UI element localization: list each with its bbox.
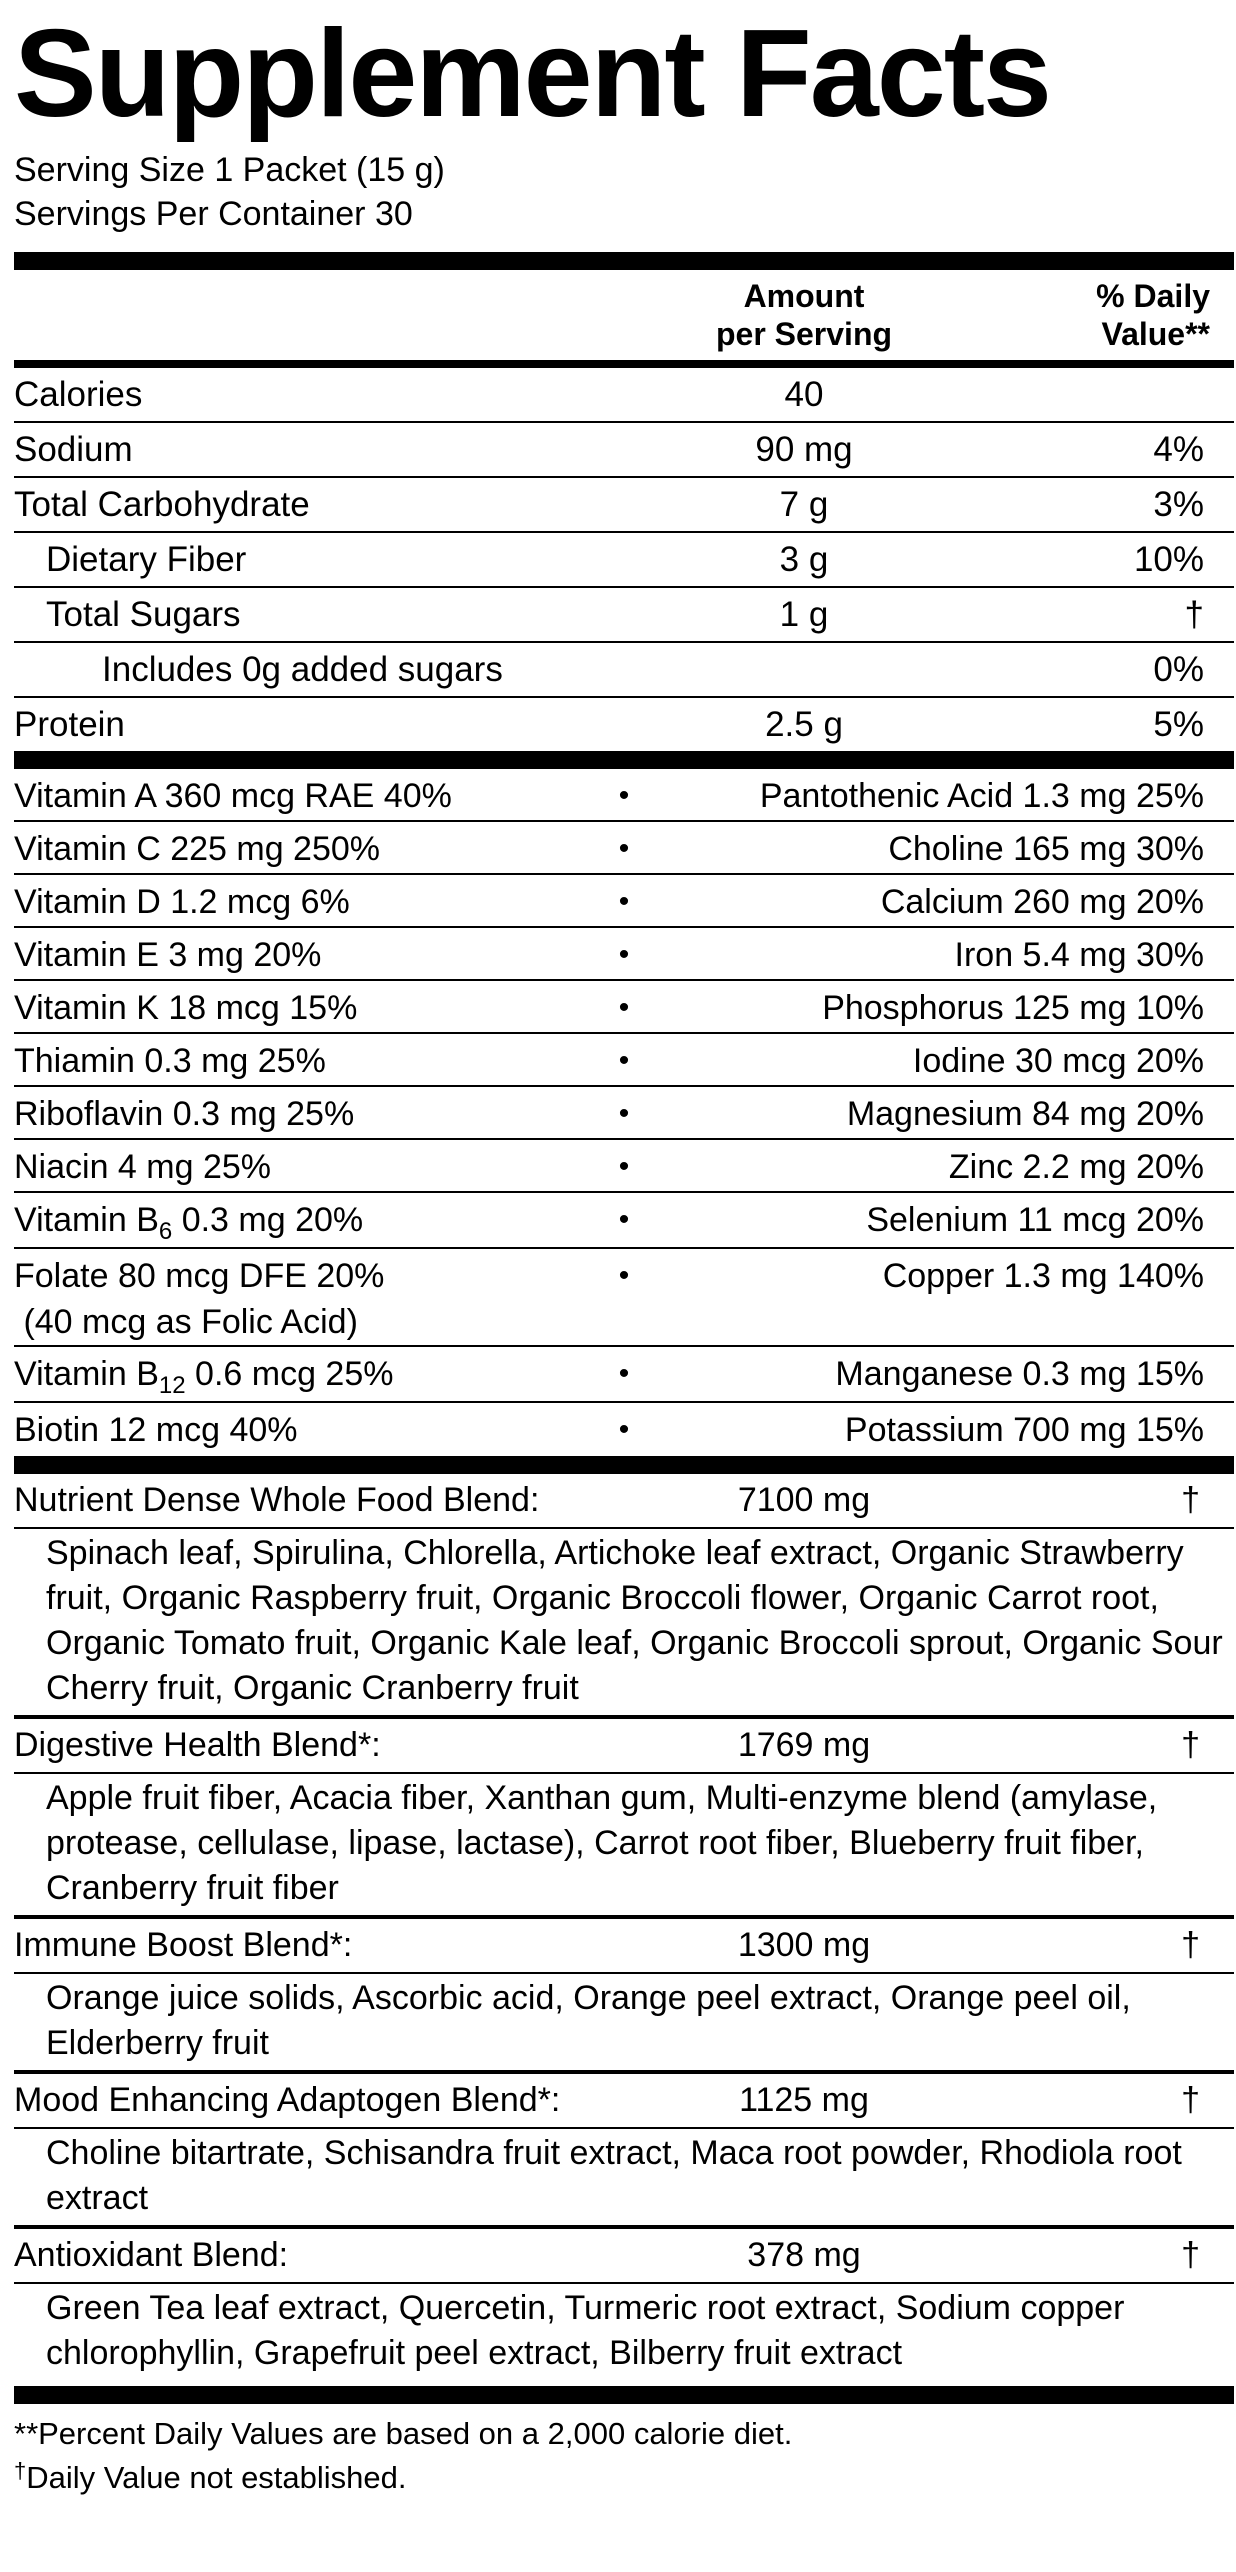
blend-section (14, 1474, 1234, 2380)
vitamin-right: Choline 165 mg 30% (888, 830, 1204, 868)
blend-dv: † (1181, 1481, 1200, 1520)
vitamin-right: Phosphorus 125 mg 10% (822, 989, 1204, 1027)
folate-line2: (40 mcg as Folic Acid) (14, 1303, 358, 1341)
vitamin-right: Iodine 30 mcg 20% (912, 1042, 1204, 1080)
vitamin-right: Pantothenic Acid 1.3 mg 25% (759, 777, 1204, 815)
nutrient-name: Dietary Fiber (46, 539, 247, 579)
vitamin-right: Manganese 0.3 mg 15% (835, 1355, 1204, 1393)
dv-header-line1: % Daily (1096, 278, 1210, 314)
daily-value-header (954, 277, 1214, 353)
vitamin-right: Zinc 2.2 mg 20% (948, 1148, 1204, 1186)
blend-name: Immune Boost Blend*: (14, 1926, 353, 1965)
blend-dv: † (1181, 1926, 1200, 1965)
bullet-separator: • (618, 1203, 630, 1236)
blend-ingredients: Choline bitartrate, Schisandra fruit extract, Maca root powder, Rhodiola root extract (46, 2134, 1182, 2217)
vitamin-row (14, 1347, 1234, 1403)
nutrient-row-sodium (14, 423, 1234, 478)
vitamin-left: Niacin 4 mg 25% (14, 1148, 272, 1186)
vitamin-left (14, 1197, 574, 1247)
nutrient-table (14, 368, 1234, 751)
nutrient-dv: 3% (1153, 484, 1204, 524)
divider-thick (14, 751, 1234, 769)
nutrient-dv: 10% (1133, 539, 1204, 579)
nutrient-amount: 1 g (779, 594, 829, 634)
footnote-daily-values: **Percent Daily Values are based on a 2,000 calorie diet. (14, 2416, 793, 2451)
vitamin-row (14, 928, 1234, 981)
footnote-not-established (14, 2456, 1234, 2503)
supplement-facts-label (14, 5, 1234, 2503)
folate-line1: Folate 80 mcg DFE 20% (14, 1257, 385, 1295)
blend-mood-enhancing (14, 2074, 1234, 2225)
bullet-separator: • (618, 1150, 630, 1183)
vitamin-b12-name: Vitamin B (14, 1355, 159, 1393)
label-title: Supplement Facts (14, 5, 1050, 143)
serving-size: Serving Size 1 Packet (15 g) (14, 151, 445, 189)
bullet-separator: • (618, 832, 630, 865)
column-header-row (14, 270, 1234, 360)
blend-immune-boost (14, 1919, 1234, 2070)
vitamin-b6-amount: 0.3 mg 20% (172, 1201, 364, 1239)
vitamin-left: Biotin 12 mcg 40% (14, 1411, 298, 1449)
nutrient-amount: 3 g (779, 539, 829, 579)
nutrient-row-total-carbohydrate (14, 478, 1234, 533)
vitamin-row (14, 769, 1234, 822)
vitamin-right: Magnesium 84 mg 20% (846, 1095, 1204, 1133)
blend-ingredients: Apple fruit fiber, Acacia fiber, Xanthan gum, Multi-enzyme blend (amylase, protease, cellulase, lipase, lactase), Carrot root fiber, Blueberry fruit fiber, Cranberry fruit fiber (46, 1779, 1158, 1907)
nutrient-dv: 4% (1153, 429, 1204, 469)
footnote-not-established-text: Daily Value not established. (26, 2460, 407, 2495)
vitamin-right: Potassium 700 mg 15% (844, 1411, 1204, 1449)
nutrient-row-dietary-fiber (14, 533, 1234, 588)
bullet-separator: • (618, 1097, 630, 1130)
blend-header (14, 2229, 1234, 2284)
vitamin-left: Riboflavin 0.3 mg 25% (14, 1095, 355, 1133)
bullet-separator: • (618, 938, 630, 971)
blend-ingredients: Orange juice solids, Ascorbic acid, Orange peel extract, Orange peel oil, Elderberry fruit (46, 1979, 1131, 2062)
amount-per-serving-header (654, 277, 954, 353)
blend-amount: 1300 mg (737, 1926, 871, 1965)
nutrient-dv: † (1184, 594, 1204, 634)
vitamin-right: Selenium 11 mcg 20% (866, 1201, 1204, 1239)
amount-header-line1: Amount (743, 278, 865, 314)
vitamin-right: Copper 1.3 mg 140% (882, 1257, 1204, 1295)
nutrient-row-calories (14, 368, 1234, 423)
blend-antioxidant (14, 2229, 1234, 2380)
blend-header (14, 1719, 1234, 1774)
vitamin-row (14, 875, 1234, 928)
blend-header (14, 2074, 1234, 2129)
vitamin-row (14, 1087, 1234, 1140)
nutrient-row-total-sugars (14, 588, 1234, 643)
vitamin-row (14, 1034, 1234, 1087)
vitamin-b12-subscript: 12 (158, 1372, 186, 1399)
nutrient-row-protein (14, 698, 1234, 751)
vitamin-left (14, 1351, 574, 1401)
blend-dv: † (1181, 1726, 1200, 1765)
blend-name: Digestive Health Blend*: (14, 1726, 381, 1765)
bullet-separator: • (618, 779, 630, 812)
blend-amount: 378 mg (747, 2236, 861, 2275)
vitamin-right: Calcium 260 mg 20% (880, 883, 1204, 921)
vitamin-left (14, 1253, 574, 1345)
servings-per-container: Servings Per Container 30 (14, 195, 413, 233)
nutrient-amount: 2.5 g (765, 704, 843, 744)
nutrient-amount: 40 (784, 374, 824, 414)
divider-thick (14, 2386, 1234, 2404)
blend-ingredients: Spinach leaf, Spirulina, Chlorella, Artichoke leaf extract, Organic Strawberry fruit, Organic Raspberry fruit, Organic Broccoli flower, Organic Carrot root, Organic Tomato fruit, Organic Kale leaf, Organic Broccoli sprout, Organic Sour Cherry fruit, Organic Cranberry fruit (46, 1534, 1223, 1707)
bullet-separator: • (618, 1259, 630, 1292)
vitamin-b6-subscript: 6 (158, 1218, 173, 1245)
blend-header (14, 1919, 1234, 1974)
blend-name: Nutrient Dense Whole Food Blend: (14, 1481, 540, 1520)
blend-ingredients: Green Tea leaf extract, Quercetin, Turmeric root extract, Sodium copper chlorophyllin, Grapefruit peel extract, Bilberry fruit extract (46, 2289, 1125, 2372)
blend-amount: 1125 mg (739, 2081, 869, 2120)
amount-header-line2: per Serving (715, 316, 893, 352)
nutrient-amount: 90 mg (755, 429, 853, 469)
vitamin-row (14, 981, 1234, 1034)
nutrient-name: Includes 0g added sugars (102, 649, 503, 689)
vitamin-row (14, 1403, 1234, 1456)
vitamin-left: Vitamin D 1.2 mcg 6% (14, 883, 350, 921)
blend-name: Antioxidant Blend: (14, 2236, 289, 2275)
nutrient-amount: 7 g (779, 484, 829, 524)
vitamin-row (14, 822, 1234, 875)
vitamin-b12-amount: 0.6 mcg 25% (185, 1355, 394, 1393)
dagger-mark: † (14, 2458, 27, 2483)
vitamin-mineral-table (14, 769, 1234, 1456)
nutrient-dv: 5% (1153, 704, 1204, 744)
vitamin-row (14, 1140, 1234, 1193)
divider-thick (14, 252, 1234, 270)
blend-header (14, 1474, 1234, 1529)
nutrient-name: Sodium (14, 429, 133, 469)
blend-name: Mood Enhancing Adaptogen Blend*: (14, 2081, 561, 2120)
footnotes (14, 2412, 1234, 2503)
bullet-separator: • (618, 885, 630, 918)
nutrient-name: Total Sugars (46, 594, 241, 634)
bullet-separator: • (618, 991, 630, 1024)
vitamin-row (14, 1249, 1234, 1347)
blend-dv: † (1181, 2081, 1200, 2120)
vitamin-left: Vitamin K 18 mcg 15% (14, 989, 358, 1027)
blend-digestive-health (14, 1719, 1234, 1915)
vitamin-right: Iron 5.4 mg 30% (954, 936, 1204, 974)
vitamin-left: Vitamin E 3 mg 20% (14, 936, 322, 974)
nutrient-row-added-sugars (14, 643, 1234, 698)
divider-medium (14, 360, 1234, 368)
nutrient-name: Protein (14, 704, 125, 744)
vitamin-left: Vitamin C 225 mg 250% (14, 830, 381, 868)
blend-dv: † (1181, 2236, 1200, 2275)
vitamin-b6-name: Vitamin B (14, 1201, 159, 1239)
vitamin-row (14, 1193, 1234, 1249)
dv-header-line2: Value** (1101, 316, 1210, 352)
vitamin-left: Vitamin A 360 mcg RAE 40% (14, 777, 452, 815)
blend-amount: 1769 mg (737, 1726, 871, 1765)
vitamin-left: Thiamin 0.3 mg 25% (14, 1042, 326, 1080)
nutrient-name: Calories (14, 374, 143, 414)
blend-nutrient-dense (14, 1474, 1234, 1715)
bullet-separator: • (618, 1044, 630, 1077)
blend-amount: 7100 mg (737, 1481, 871, 1520)
bullet-separator: • (618, 1413, 630, 1446)
divider-thick (14, 1456, 1234, 1474)
nutrient-name: Total Carbohydrate (14, 484, 310, 524)
nutrient-dv: 0% (1153, 649, 1204, 689)
bullet-separator: • (618, 1357, 630, 1390)
